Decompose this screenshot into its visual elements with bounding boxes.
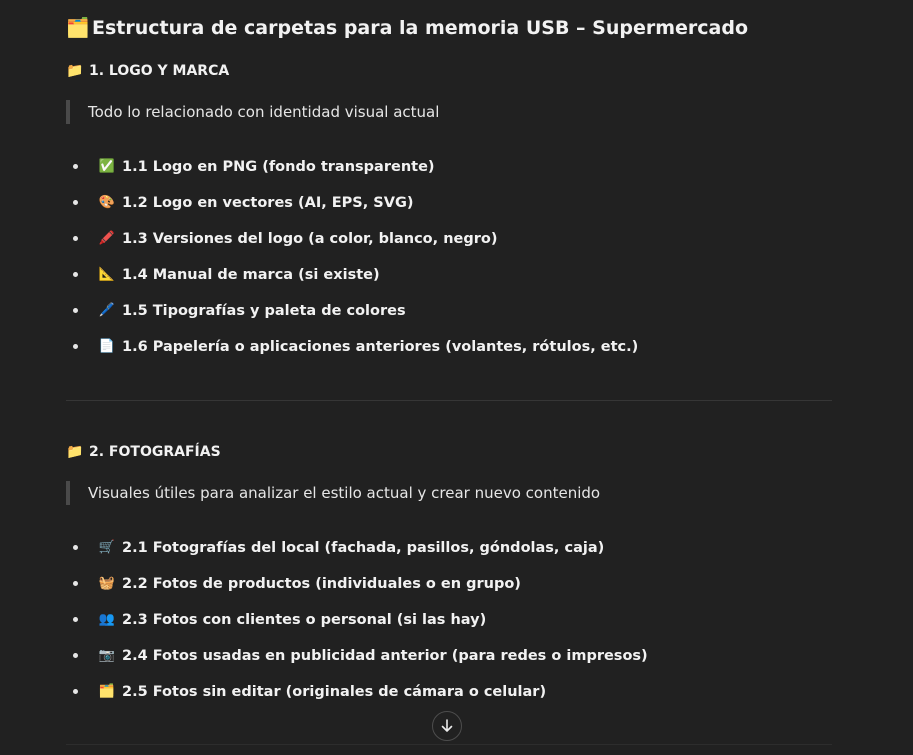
page-title (66, 16, 748, 39)
arrow-down-icon (439, 718, 455, 734)
list-item-text: 1.1 Logo en PNG (fondo transparente) (122, 159, 435, 175)
item-list-logo-marca (66, 156, 638, 372)
pencil-icon: 🖍️ (98, 231, 116, 246)
clipboard-icon: 🗂️ (66, 17, 90, 39)
folder-icon: 📁 (66, 63, 84, 79)
list-item-text: 1.4 Manual de marca (si existe) (122, 267, 380, 283)
page-title-text: Estructura de carpetas para la memoria USB – Supermercado (92, 16, 749, 39)
check-mark-icon: ✅ (98, 159, 116, 174)
section-heading-text: 1. LOGO Y MARCA (89, 63, 230, 79)
list-item-text: 2.4 Fotos usadas en publicidad anterior (para redes o impresos) (122, 648, 648, 664)
list-item (66, 264, 638, 300)
document-icon: 📄 (98, 339, 116, 354)
list-item (66, 609, 648, 645)
list-item-text: 1.6 Papelería o aplicaciones anteriores (volantes, rótulos, etc.) (122, 339, 639, 355)
list-item-text: 1.5 Tipografías y paleta de colores (122, 303, 406, 319)
list-item (66, 681, 648, 717)
list-item (66, 228, 638, 264)
camera-icon: 📷 (98, 648, 116, 663)
list-item-text: 2.1 Fotografías del local (fachada, pasillos, góndolas, caja) (122, 540, 605, 556)
section-quote: Todo lo relacionado con identidad visual actual (66, 100, 439, 124)
section-heading-text: 2. FOTOGRAFÍAS (89, 444, 221, 460)
basket-icon: 🧺 (98, 576, 116, 591)
section-quote: Visuales útiles para analizar el estilo actual y crear nuevo contenido (66, 481, 600, 505)
list-item (66, 537, 648, 573)
people-icon: 👥 (98, 612, 116, 627)
list-item (66, 573, 648, 609)
list-item (66, 192, 638, 228)
pen-icon: 🖊️ (98, 303, 116, 318)
list-item-text: 2.3 Fotos con clientes o personal (si las hay) (122, 612, 487, 628)
folder-icon: 📁 (66, 444, 84, 460)
composer-top-border (66, 744, 832, 745)
scroll-to-bottom-button[interactable] (432, 711, 462, 741)
section-divider (66, 400, 832, 401)
list-item (66, 645, 648, 681)
item-list-fotografias (66, 537, 648, 717)
triangle-ruler-icon: 📐 (98, 267, 116, 282)
list-item-text: 1.2 Logo en vectores (AI, EPS, SVG) (122, 195, 414, 211)
section-heading-fotografias (66, 444, 221, 460)
list-item (66, 300, 638, 336)
palette-icon: 🎨 (98, 195, 116, 210)
section-heading-logo-marca (66, 63, 229, 79)
shopping-cart-icon: 🛒 (98, 540, 116, 555)
list-item-text: 2.5 Fotos sin editar (originales de cámara o celular) (122, 684, 547, 700)
list-item-text: 1.3 Versiones del logo (a color, blanco, negro) (122, 231, 498, 247)
list-item (66, 156, 638, 192)
folder-icon: 🗂️ (98, 684, 116, 699)
list-item (66, 336, 638, 372)
list-item-text: 2.2 Fotos de productos (individuales o en grupo) (122, 576, 521, 592)
